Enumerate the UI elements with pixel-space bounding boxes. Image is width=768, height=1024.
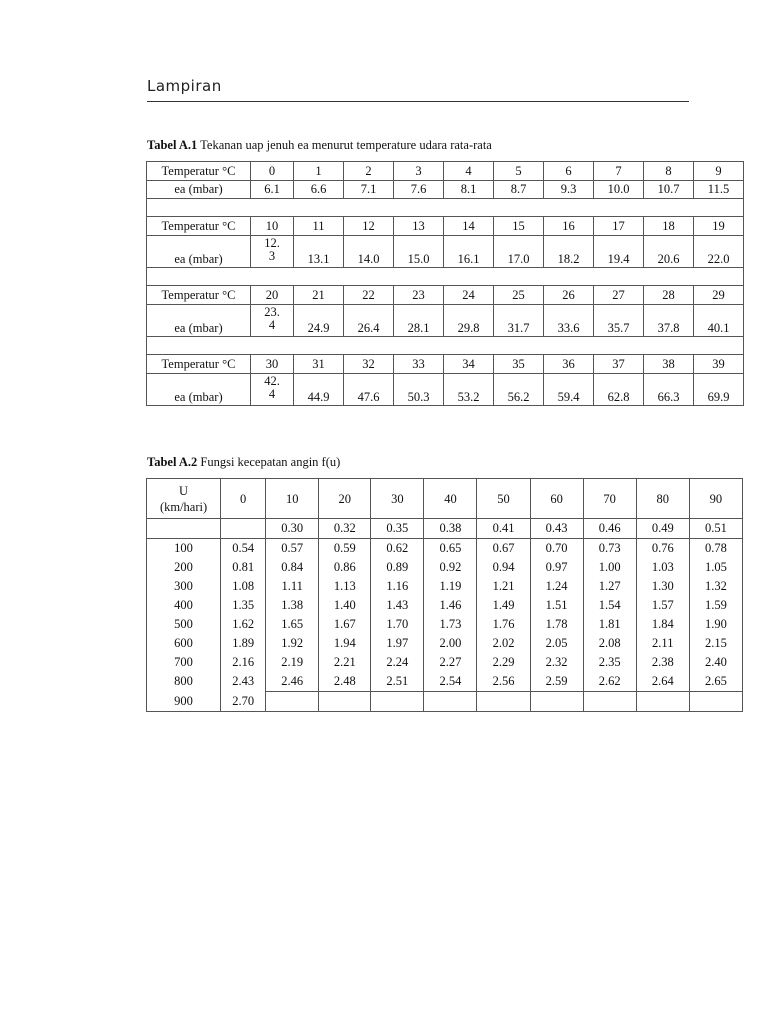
temperature-cell: 30 — [251, 355, 294, 374]
fu-value-cell: 0.57 — [266, 539, 319, 559]
temperature-cell: 19 — [694, 217, 744, 236]
fu-value-cell: 2.46 — [266, 672, 319, 692]
page-header-title: Lampiran — [147, 77, 222, 95]
fu-value-cell: 0.73 — [583, 539, 636, 559]
u-value-cell: 100 — [147, 539, 221, 559]
column-header: 10 — [266, 479, 319, 519]
ea-cell: 53.2 — [444, 374, 494, 406]
table-a2-row — [147, 672, 743, 692]
ea-cell: 15.0 — [394, 236, 444, 268]
header-divider — [147, 101, 689, 102]
fu-value-cell: 2.05 — [530, 634, 583, 653]
temperature-cell: 10 — [251, 217, 294, 236]
table-a1-spacer-cell — [147, 337, 744, 355]
fu-value-cell: 1.51 — [530, 596, 583, 615]
temperature-cell: 25 — [494, 286, 544, 305]
ea-cell-wrapped-bottom: 4 — [268, 387, 276, 401]
fu-value-cell: 2.43 — [221, 672, 266, 692]
fu-value-cell: 0.89 — [371, 558, 424, 577]
temperature-cell: 39 — [694, 355, 744, 374]
fu-value-cell: 1.21 — [477, 577, 530, 596]
fu-value-cell: 2.38 — [636, 653, 689, 672]
table-a2-header-row — [147, 479, 743, 519]
fu-value-cell: 0.78 — [689, 539, 742, 559]
temperature-cell: 6 — [544, 162, 594, 181]
column-header: 20 — [319, 479, 371, 519]
fu-value-cell: 0.62 — [371, 539, 424, 559]
temperature-cell: 3 — [394, 162, 444, 181]
fu-value-cell: 1.89 — [221, 634, 266, 653]
fu-value-cell: 2.27 — [424, 653, 477, 672]
ea-cell: 28.1 — [394, 305, 444, 337]
ea-cell: 44.9 — [294, 374, 344, 406]
fu-value-cell: 0.35 — [371, 519, 424, 539]
fu-value-cell — [319, 692, 371, 712]
temperature-cell: 33 — [394, 355, 444, 374]
table-a2-row — [147, 653, 743, 672]
fu-value-cell: 0.65 — [424, 539, 477, 559]
fu-value-cell: 1.73 — [424, 615, 477, 634]
fu-value-cell: 0.32 — [319, 519, 371, 539]
fu-value-cell: 0.76 — [636, 539, 689, 559]
ea-cell-wrapped — [251, 236, 294, 268]
fu-value-cell: 1.19 — [424, 577, 477, 596]
ea-cell-wrapped-top: 42. — [264, 374, 280, 388]
fu-value-cell: 0.67 — [477, 539, 530, 559]
temperature-cell: 14 — [444, 217, 494, 236]
fu-value-cell: 1.90 — [689, 615, 742, 634]
u-value-cell: 800 — [147, 672, 221, 692]
fu-value-cell: 0.81 — [221, 558, 266, 577]
ea-cell: 26.4 — [344, 305, 394, 337]
ea-cell: 50.3 — [394, 374, 444, 406]
temperature-row-label: Temperatur °C — [147, 217, 251, 236]
fu-value-cell: 2.54 — [424, 672, 477, 692]
temperature-cell: 26 — [544, 286, 594, 305]
column-header: 70 — [583, 479, 636, 519]
table-a1-caption-text: Tekanan uap jenuh ea menurut temperature udara rata-rata — [197, 138, 492, 152]
ea-cell-wrapped-bottom: 4 — [268, 318, 276, 332]
fu-value-cell: 0.51 — [689, 519, 742, 539]
ea-cell-wrapped — [251, 305, 294, 337]
ea-cell: 20.6 — [644, 236, 694, 268]
temperature-cell: 16 — [544, 217, 594, 236]
ea-cell: 31.7 — [494, 305, 544, 337]
temperature-cell: 31 — [294, 355, 344, 374]
ea-cell: 22.0 — [694, 236, 744, 268]
fu-value-cell: 0.43 — [530, 519, 583, 539]
fu-value-cell: 2.08 — [583, 634, 636, 653]
fu-value-cell: 2.51 — [371, 672, 424, 692]
fu-value-cell: 1.16 — [371, 577, 424, 596]
ea-cell-wrapped-bottom: 3 — [268, 249, 276, 263]
ea-cell: 16.1 — [444, 236, 494, 268]
u-value-cell: 700 — [147, 653, 221, 672]
u-value-cell: 900 — [147, 692, 221, 712]
fu-value-cell: 1.57 — [636, 596, 689, 615]
u-value-cell: 300 — [147, 577, 221, 596]
temperature-cell: 21 — [294, 286, 344, 305]
ea-cell: 24.9 — [294, 305, 344, 337]
fu-value-cell: 2.56 — [477, 672, 530, 692]
fu-value-cell — [530, 692, 583, 712]
fu-value-cell — [371, 692, 424, 712]
ea-cell: 69.9 — [694, 374, 744, 406]
fu-value-cell — [266, 692, 319, 712]
fu-value-cell: 1.84 — [636, 615, 689, 634]
fu-value-cell: 2.02 — [477, 634, 530, 653]
table-a1-caption — [147, 138, 492, 153]
table-a1-temp-row — [147, 355, 744, 374]
column-header: 90 — [689, 479, 742, 519]
fu-value-cell: 1.59 — [689, 596, 742, 615]
fu-value-cell: 2.65 — [689, 672, 742, 692]
ea-row-label: ea (mbar) — [147, 181, 251, 199]
table-a1-temp-row — [147, 217, 744, 236]
temperature-cell: 15 — [494, 217, 544, 236]
table-a1-ea-row — [147, 236, 744, 268]
fu-value-cell: 2.00 — [424, 634, 477, 653]
ea-cell-wrapped-top: 23. — [264, 305, 280, 319]
ea-cell: 62.8 — [594, 374, 644, 406]
fu-value-cell: 1.76 — [477, 615, 530, 634]
fu-value-cell: 2.15 — [689, 634, 742, 653]
fu-value-cell: 2.21 — [319, 653, 371, 672]
ea-cell: 7.6 — [394, 181, 444, 199]
temperature-cell: 27 — [594, 286, 644, 305]
fu-value-cell: 1.38 — [266, 596, 319, 615]
table-a2-caption-label: Tabel A.2 — [147, 455, 198, 469]
temperature-cell: 34 — [444, 355, 494, 374]
ea-cell: 59.4 — [544, 374, 594, 406]
u-value-cell: 500 — [147, 615, 221, 634]
column-header: 0 — [221, 479, 266, 519]
fu-value-cell: 1.62 — [221, 615, 266, 634]
table-a1-caption-label: Tabel A.1 — [147, 138, 198, 152]
temperature-cell: 2 — [344, 162, 394, 181]
temperature-cell: 35 — [494, 355, 544, 374]
temperature-cell: 37 — [594, 355, 644, 374]
table-a2-row — [147, 539, 743, 559]
ea-cell: 18.2 — [544, 236, 594, 268]
ea-row-label: ea (mbar) — [147, 305, 251, 337]
u-column-header — [147, 479, 221, 519]
fu-value-cell: 1.97 — [371, 634, 424, 653]
fu-value-cell: 0.70 — [530, 539, 583, 559]
fu-value-cell: 1.92 — [266, 634, 319, 653]
temperature-cell: 11 — [294, 217, 344, 236]
table-a1-spacer-cell — [147, 268, 744, 286]
temperature-row-label: Temperatur °C — [147, 355, 251, 374]
fu-value-cell: 0.30 — [266, 519, 319, 539]
table-a1-ea-row — [147, 374, 744, 406]
temperature-cell: 5 — [494, 162, 544, 181]
ea-row-label: ea (mbar) — [147, 236, 251, 268]
fu-value-cell: 0.94 — [477, 558, 530, 577]
temperature-row-label: Temperatur °C — [147, 162, 251, 181]
ea-cell: 14.0 — [344, 236, 394, 268]
ea-cell: 19.4 — [594, 236, 644, 268]
fu-value-cell: 1.08 — [221, 577, 266, 596]
fu-value-cell: 0.92 — [424, 558, 477, 577]
temperature-cell: 13 — [394, 217, 444, 236]
fu-value-cell: 2.19 — [266, 653, 319, 672]
fu-value-cell: 1.67 — [319, 615, 371, 634]
temperature-cell: 8 — [644, 162, 694, 181]
ea-cell: 8.7 — [494, 181, 544, 199]
fu-value-cell: 2.16 — [221, 653, 266, 672]
fu-value-cell: 2.64 — [636, 672, 689, 692]
temperature-cell: 9 — [694, 162, 744, 181]
fu-value-cell — [221, 519, 266, 539]
table-a2-row — [147, 596, 743, 615]
fu-value-cell: 1.11 — [266, 577, 319, 596]
fu-value-cell: 1.94 — [319, 634, 371, 653]
u-value-cell: 400 — [147, 596, 221, 615]
temperature-cell: 17 — [594, 217, 644, 236]
temperature-cell: 36 — [544, 355, 594, 374]
temperature-cell: 0 — [251, 162, 294, 181]
fu-value-cell: 1.32 — [689, 577, 742, 596]
fu-value-cell — [424, 692, 477, 712]
fu-value-cell: 1.78 — [530, 615, 583, 634]
fu-value-cell: 1.13 — [319, 577, 371, 596]
ea-cell: 47.6 — [344, 374, 394, 406]
fu-value-cell: 2.59 — [530, 672, 583, 692]
fu-value-cell: 1.35 — [221, 596, 266, 615]
temperature-cell: 23 — [394, 286, 444, 305]
fu-value-cell: 1.46 — [424, 596, 477, 615]
ea-cell: 17.0 — [494, 236, 544, 268]
temperature-row-label: Temperatur °C — [147, 286, 251, 305]
u-value-cell: 600 — [147, 634, 221, 653]
fu-value-cell: 2.24 — [371, 653, 424, 672]
fu-value-cell: 2.29 — [477, 653, 530, 672]
temperature-cell: 20 — [251, 286, 294, 305]
column-header: 40 — [424, 479, 477, 519]
fu-value-cell: 1.43 — [371, 596, 424, 615]
temperature-cell: 32 — [344, 355, 394, 374]
table-a2-caption — [147, 455, 340, 470]
fu-value-cell: 1.00 — [583, 558, 636, 577]
fu-value-cell: 1.24 — [530, 577, 583, 596]
fu-value-cell: 2.32 — [530, 653, 583, 672]
fu-value-cell: 0.54 — [221, 539, 266, 559]
ea-cell: 33.6 — [544, 305, 594, 337]
u-value-cell — [147, 519, 221, 539]
fu-value-cell: 1.30 — [636, 577, 689, 596]
fu-value-cell: 0.84 — [266, 558, 319, 577]
temperature-cell: 4 — [444, 162, 494, 181]
table-a2-row — [147, 519, 743, 539]
table-a1-spacer-row — [147, 199, 744, 217]
table-a2-row — [147, 577, 743, 596]
fu-value-cell: 2.62 — [583, 672, 636, 692]
ea-cell: 9.3 — [544, 181, 594, 199]
temperature-cell: 28 — [644, 286, 694, 305]
fu-value-cell: 0.86 — [319, 558, 371, 577]
fu-value-cell: 1.27 — [583, 577, 636, 596]
ea-cell: 6.1 — [251, 181, 294, 199]
table-a2-row — [147, 615, 743, 634]
table-a2-row — [147, 634, 743, 653]
ea-cell: 40.1 — [694, 305, 744, 337]
fu-value-cell: 0.38 — [424, 519, 477, 539]
table-a1 — [146, 161, 744, 406]
fu-value-cell: 0.46 — [583, 519, 636, 539]
fu-value-cell: 1.70 — [371, 615, 424, 634]
table-a1-temp-row — [147, 162, 744, 181]
ea-cell-wrapped — [251, 374, 294, 406]
fu-value-cell — [636, 692, 689, 712]
fu-value-cell: 0.41 — [477, 519, 530, 539]
table-a1-temp-row — [147, 286, 744, 305]
fu-value-cell — [583, 692, 636, 712]
u-value-cell: 200 — [147, 558, 221, 577]
fu-value-cell: 0.59 — [319, 539, 371, 559]
fu-value-cell: 0.97 — [530, 558, 583, 577]
table-a1-spacer-row — [147, 268, 744, 286]
fu-value-cell: 2.11 — [636, 634, 689, 653]
fu-value-cell: 1.54 — [583, 596, 636, 615]
fu-value-cell: 2.48 — [319, 672, 371, 692]
ea-cell-wrapped-top: 12. — [264, 236, 280, 250]
fu-value-cell: 0.49 — [636, 519, 689, 539]
temperature-cell: 22 — [344, 286, 394, 305]
table-a1-ea-row — [147, 305, 744, 337]
ea-cell: 13.1 — [294, 236, 344, 268]
column-header: 30 — [371, 479, 424, 519]
fu-value-cell: 2.70 — [221, 692, 266, 712]
temperature-cell: 18 — [644, 217, 694, 236]
fu-value-cell: 1.05 — [689, 558, 742, 577]
column-header: 50 — [477, 479, 530, 519]
temperature-cell: 7 — [594, 162, 644, 181]
fu-value-cell: 1.40 — [319, 596, 371, 615]
column-header: 80 — [636, 479, 689, 519]
temperature-cell: 12 — [344, 217, 394, 236]
fu-value-cell: 1.49 — [477, 596, 530, 615]
ea-cell: 56.2 — [494, 374, 544, 406]
temperature-cell: 29 — [694, 286, 744, 305]
ea-cell: 29.8 — [444, 305, 494, 337]
table-a1-ea-row — [147, 181, 744, 199]
column-header: 60 — [530, 479, 583, 519]
table-a1-spacer-cell — [147, 199, 744, 217]
fu-value-cell: 1.81 — [583, 615, 636, 634]
table-a2-caption-text: Fungsi kecepatan angin f(u) — [197, 455, 341, 469]
ea-cell: 35.7 — [594, 305, 644, 337]
ea-cell: 10.0 — [594, 181, 644, 199]
ea-cell: 7.1 — [344, 181, 394, 199]
fu-value-cell: 2.35 — [583, 653, 636, 672]
u-column-header-line: U — [179, 483, 189, 498]
ea-cell: 10.7 — [644, 181, 694, 199]
fu-value-cell: 1.03 — [636, 558, 689, 577]
ea-cell: 6.6 — [294, 181, 344, 199]
fu-value-cell — [689, 692, 742, 712]
table-a2-row — [147, 692, 743, 712]
ea-row-label: ea (mbar) — [147, 374, 251, 406]
ea-cell: 11.5 — [694, 181, 744, 199]
fu-value-cell: 2.40 — [689, 653, 742, 672]
temperature-cell: 38 — [644, 355, 694, 374]
temperature-cell: 1 — [294, 162, 344, 181]
table-a1-spacer-row — [147, 337, 744, 355]
fu-value-cell: 1.65 — [266, 615, 319, 634]
ea-cell: 66.3 — [644, 374, 694, 406]
u-column-header-line: (km/hari) — [159, 499, 208, 514]
table-a2 — [146, 478, 743, 712]
ea-cell: 37.8 — [644, 305, 694, 337]
temperature-cell: 24 — [444, 286, 494, 305]
ea-cell: 8.1 — [444, 181, 494, 199]
fu-value-cell — [477, 692, 530, 712]
table-a2-row — [147, 558, 743, 577]
